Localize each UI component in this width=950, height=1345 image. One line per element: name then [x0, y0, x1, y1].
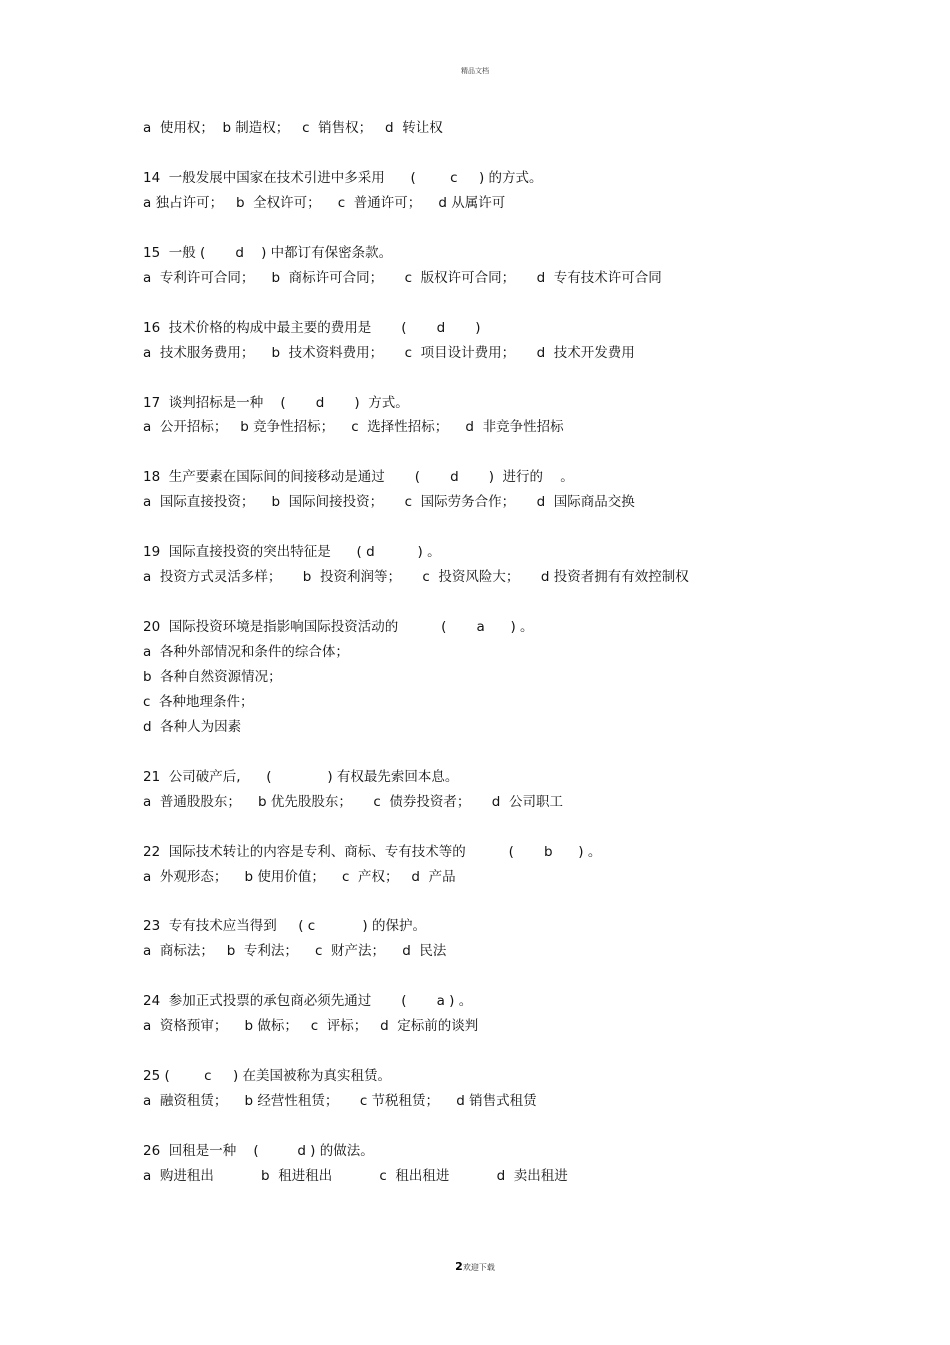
question-18: 18 生产要素在国际间的间接移动是通过 ( d ) 进行的 。 [143, 469, 574, 485]
answer-options-24: a 资格预审； b 做标； c 评标； d 定标前的谈判 [143, 1018, 479, 1034]
question-17: 17 谈判招标是一种 ( d ) 方式。 [143, 395, 409, 411]
answer-options-13: a 使用权； b 制造权； c 销售权； d 转让权 [143, 120, 443, 136]
answer-options-16: a 技术服务费用； b 技术资料费用； c 项目设计费用； d 技术开发费用 [143, 345, 635, 361]
answer-options-15: a 专利许可合同； b 商标许可合同； c 版权许可合同； d 专有技术许可合同 [143, 270, 662, 286]
question-21: 21 公司破产后, ( ) 有权最先索回本息。 [143, 769, 459, 785]
page-number: 2 [455, 1260, 463, 1273]
question-24: 24 参加正式投票的承包商必须先通过 ( a ) 。 [143, 993, 473, 1009]
answer-option-20d: d 各种人为因素 [143, 719, 242, 735]
answer-options-19: a 投资方式灵活多样； b 投资利润等； c 投资风险大； d 投资者拥有有效控制权 [143, 569, 689, 585]
question-19: 19 国际直接投资的突出特征是 ( d ) 。 [143, 544, 441, 560]
question-14: 14 一般发展中国家在技术引进中多采用 ( c ) 的方式。 [143, 170, 543, 186]
answer-options-25: a 融资租赁； b 经营性租赁； c 节税租赁； d 销售式租赁 [143, 1093, 537, 1109]
answer-options-21: a 普通股股东； b 优先股股东； c 债券投资者； d 公司职工 [143, 794, 563, 810]
question-16: 16 技术价格的构成中最主要的费用是 ( d ) [143, 320, 481, 336]
answer-option-20a: a 各种外部情况和条件的综合体； [143, 644, 349, 660]
footer-text: 欢迎下载 [462, 1263, 495, 1272]
question-26: 26 回租是一种 ( d ) 的做法。 [143, 1143, 374, 1159]
answer-options-18: a 国际直接投资； b 国际间接投资； c 国际劳务合作； d 国际商品交换 [143, 494, 635, 510]
question-20: 20 国际投资环境是指影响国际投资活动的 ( a ) 。 [143, 619, 534, 635]
answer-options-23: a 商标法； b 专利法； c 财产法； d 民法 [143, 943, 447, 959]
answer-options-14: a 独占许可； b 全权许可； c 普通许可； d 从属许可 [143, 195, 506, 211]
question-15: 15 一般 ( d ) 中都订有保密条款。 [143, 245, 393, 261]
question-25: 25 ( c ) 在美国被称为真实租赁。 [143, 1068, 392, 1084]
page-header: 精品文档 [461, 67, 489, 75]
answer-options-22: a 外观形态； b 使用价值； c 产权； d 产品 [143, 869, 456, 885]
answer-option-20c: c 各种地理条件； [143, 694, 254, 710]
answer-options-17: a 公开招标； b 竞争性招标； c 选择性招标； d 非竞争性招标 [143, 419, 564, 435]
answer-options-26: a 购进租出 b 租进租出 c 租出租进 d 卖出租进 [143, 1168, 568, 1184]
page-footer [0, 1260, 950, 1273]
question-23: 23 专有技术应当得到 ( c ) 的保护。 [143, 918, 426, 934]
question-22: 22 国际技术转让的内容是专利、商标、专有技术等的 ( b ) 。 [143, 844, 602, 860]
answer-option-20b: b 各种自然资源情况； [143, 669, 282, 685]
